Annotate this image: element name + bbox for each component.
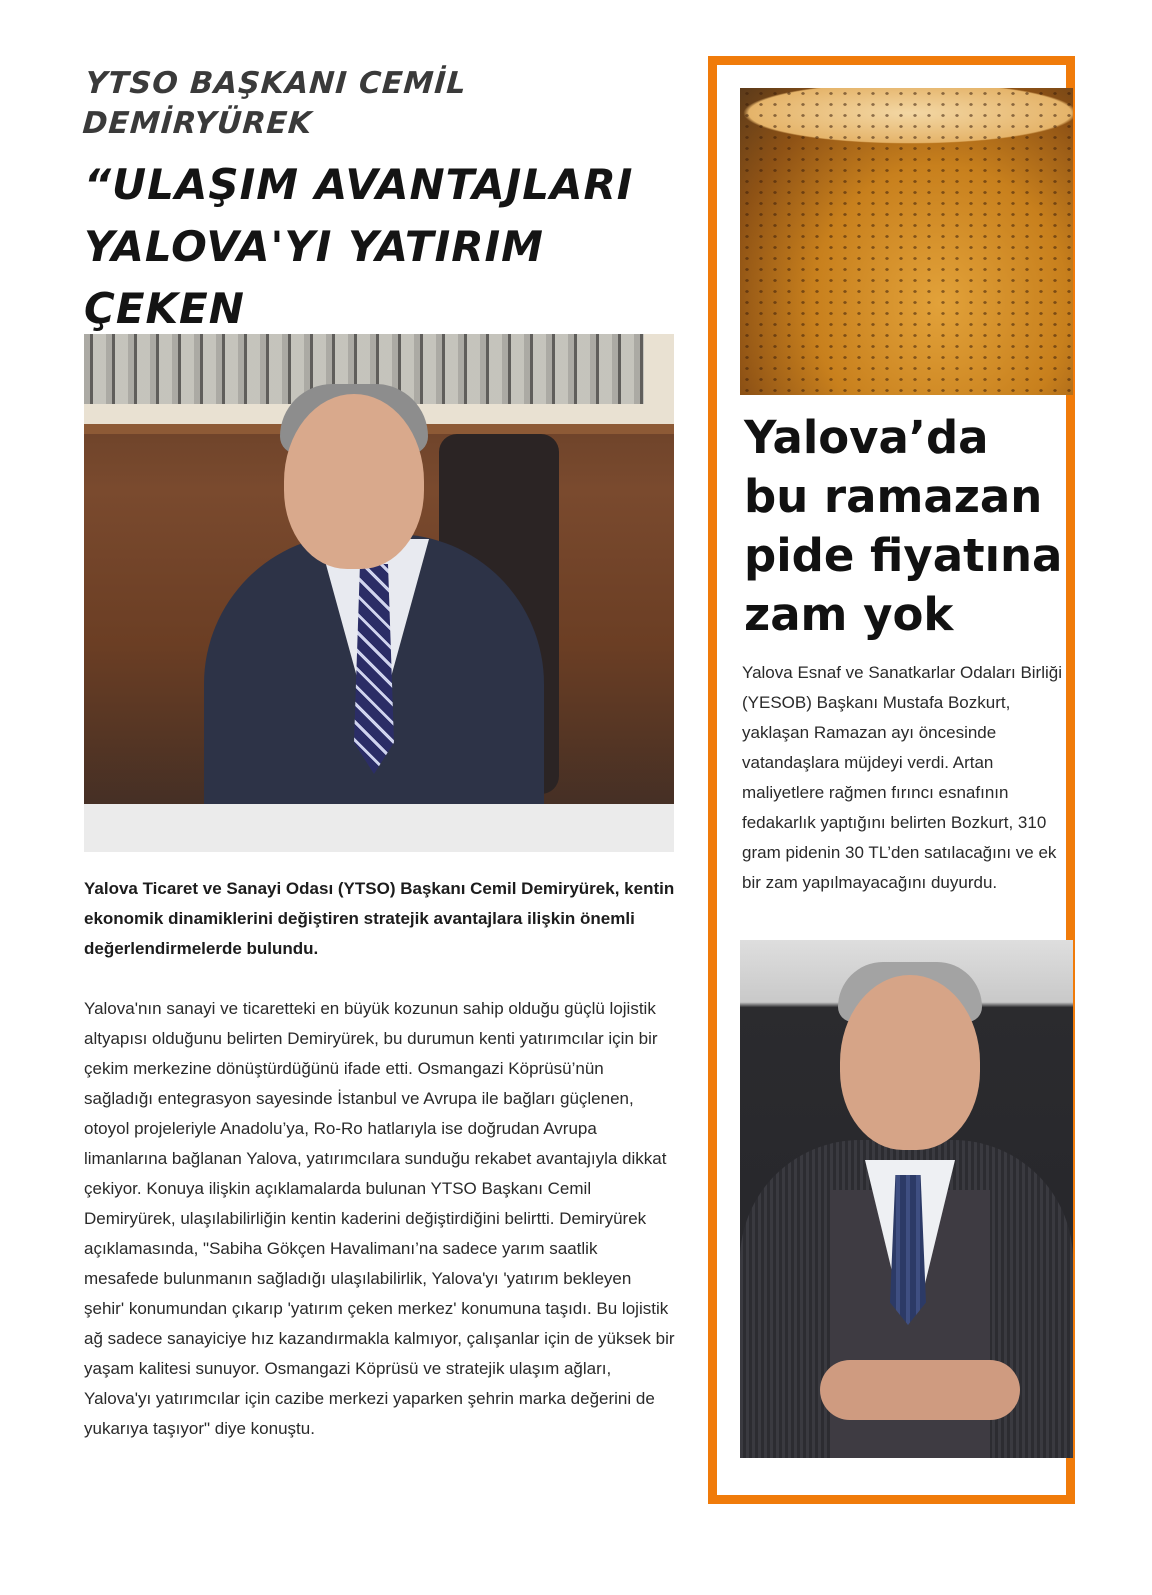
article-body: Yalova'nın sanayi ve ticaretteki en büyük kozunun sahip olduğu güçlü lojistik altyapısı olduğunu belirten Demiryürek, bu durumun kenti yatırımcılar için bir çekim merkezine dönüştürdüğünü ifade etti. Osmangazi Köprüsü’nün sağladığı entegrasyon sayesinde İstanbul ve Avrupa ile bağları güçlenen, otoyol projeleriyle Anadolu’ya, Ro-Ro hatlarıyla ise doğrudan Avrupa limanlarına bağlanan Yalova, yatırımcılara sunduğu rekabet avantajıyla dikkat çekiyor. Konuya ilişkin açıklamalarda bulunan YTSO Başkanı Cemil Demiryürek, ulaşılabilirliğin kentin kaderini değiştirdiğini belirtti. Demiryürek açıklamasında, "Sabiha Gökçen Havalimanı’na sadece yarım saatlik mesafede bulunmanın sağladığı ulaşılabilirlik, Yalova'yı 'yatırım bekleyen şehir' konumundan çıkarıp 'yatırım çeken merkez' konumuna taşıdı. Bu lojistik ağ sadece sanayiciye hız kazandırmakla kalmıyor, çalışanlar için de yüksek bir yaşam kalitesi sunuyor. Osmangazi Köprüsü ve stratejik ulaşım ağları, Yalova'yı yatırımcılar için cazibe merkezi yaparken şehrin marka değerini de yukarıya taşıyor" diye konuştu. [84,999,675,1438]
headline-line: “ULAŞIM AVANTAJLARI [84,160,634,209]
side-headline-line: bu ramazan [744,470,1043,523]
pide-bread-photo [740,88,1073,395]
article-kicker: YTSO BAŞKANI CEMİL DEMİRYÜREK [81,66,468,141]
desk [84,804,674,852]
tie [354,564,394,774]
article-lede: Yalova Ticaret ve Sanayi Odası (YTSO) Başkanı Cemil Demiryürek, kentin ekonomik dinamiklerini değiştiren stratejik avantajlara ilişkin önemli değerlendirmelerde bulundu. [84,879,675,958]
bozkurt-photo [740,940,1073,1458]
demiryurek-photo [84,334,674,852]
side-headline-line: pide fiyatına [744,529,1063,582]
sesame-seeds [740,88,1073,395]
side-article-body: Yalova Esnaf ve Sanatkarlar Odaları Birliği (YESOB) Başkanı Mustafa Bozkurt, yaklaşan Ramazan ayı öncesinde vatandaşlara müjdeyi verdi. Artan maliyetlere rağmen fırıncı esnafının fedakarlık yaptığını belirten Bozkurt, 310 gram pidenin 30 TL’den satılacağını ve ek bir zam yapılmayacağını duyurdu. [742,663,1063,892]
headline-line: YALOVA'YI YATIRIM ÇEKEN [84,222,544,333]
side-headline-line: Yalova’da [744,411,989,464]
tie [890,1175,926,1325]
face [840,975,980,1150]
hands [820,1360,1020,1420]
side-headline-line: zam yok [744,588,954,641]
face [284,394,424,569]
side-article-headline [744,408,1064,644]
